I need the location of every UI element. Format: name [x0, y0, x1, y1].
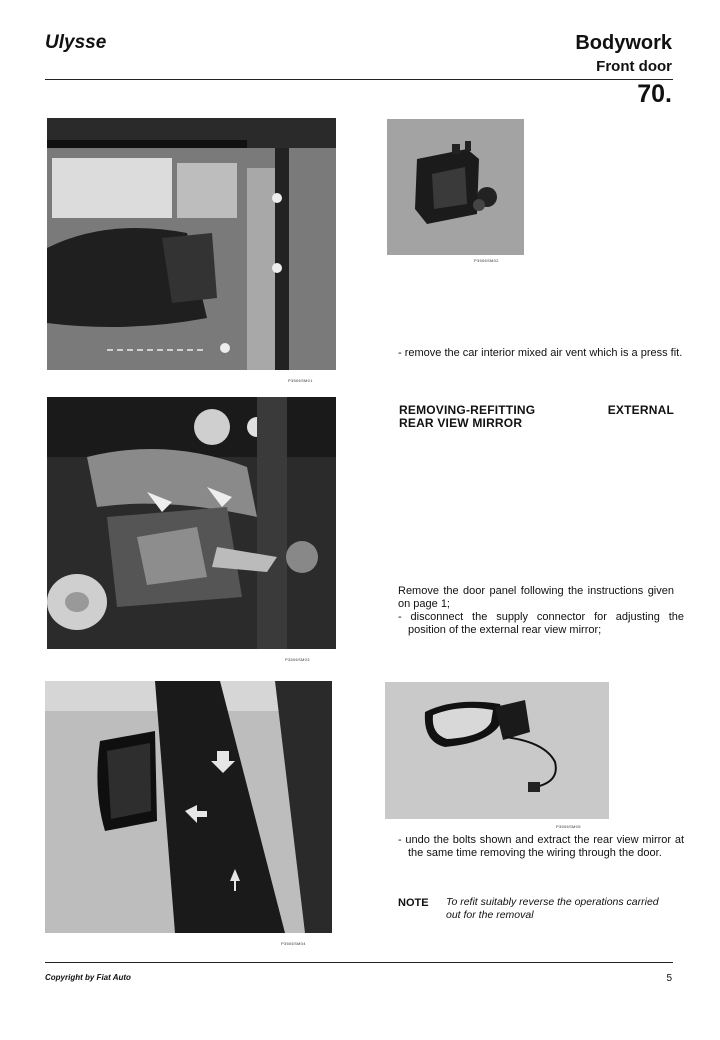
bolts-step: - undo the bolts shown and extract the rear view mirror at the same time removing the wiring through the door. [398, 834, 684, 859]
section-title: Bodywork [575, 32, 672, 54]
footer-rule [45, 962, 673, 963]
connector-step: - disconnect the supply connector for adjusting the position of the external rear view mirror; [398, 611, 684, 636]
door-inner-panel-photo [47, 118, 336, 370]
figure-code: P3506SM03 [285, 657, 310, 662]
header-rule [45, 79, 673, 80]
copyright-text: Copyright by Fiat Auto [45, 973, 131, 982]
page-number: 5 [666, 973, 672, 984]
subsection-title: Front door [596, 58, 672, 75]
mirror-mounting-photo [45, 681, 332, 933]
figure-code: P3506SM04 [281, 941, 306, 946]
note-label: NOTE [398, 897, 429, 909]
air-vent-photo [387, 119, 524, 255]
figure-code: P3506SM05 [556, 824, 581, 829]
door-panel-instruction: Remove the door panel following the instructions given on page 1; [398, 585, 674, 610]
chapter-number: 70. [637, 80, 672, 108]
door-wiring-photo [47, 397, 336, 649]
model-name: Ulysse [45, 32, 107, 53]
section-heading-line2: REAR VIEW MIRROR [399, 416, 523, 430]
rear-view-mirror-photo [385, 682, 609, 819]
section-heading-right: EXTERNAL [607, 403, 674, 417]
section-heading-left: REMOVING-REFITTING [399, 403, 536, 417]
vent-removal-step: - remove the car interior mixed air vent which is a press fit. [398, 347, 683, 359]
figure-code: P3506SM01 [288, 378, 313, 383]
figure-code: P3506SM02 [474, 258, 499, 263]
note-text: To refit suitably reverse the operations carried out for the removal [446, 896, 659, 921]
